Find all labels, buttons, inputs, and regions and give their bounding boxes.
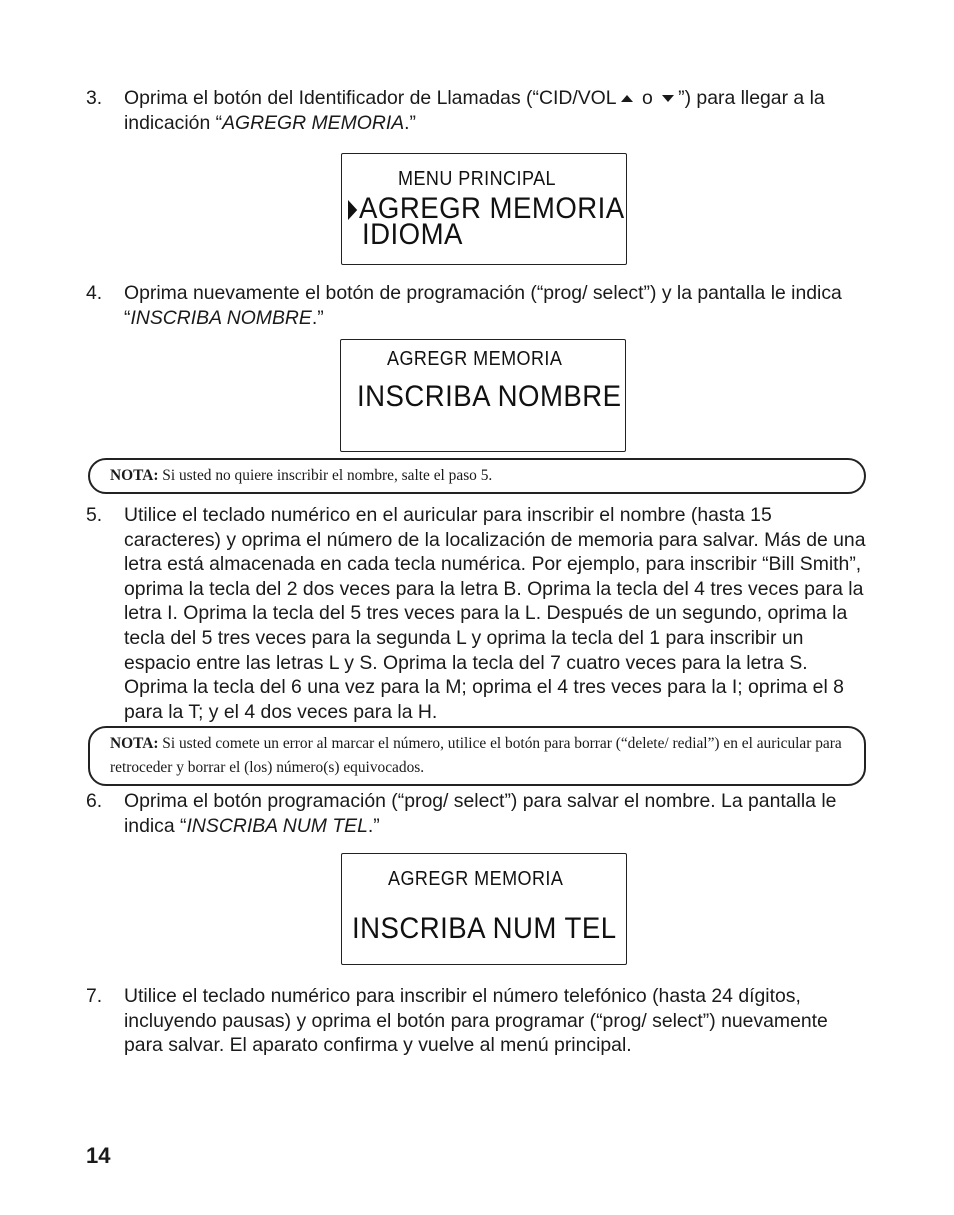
note-label: NOTA: bbox=[110, 467, 159, 484]
lcd-line-2: INSCRIBA NOMBRE bbox=[357, 380, 622, 413]
step-7 bbox=[86, 984, 871, 1058]
step-number: 3. bbox=[86, 87, 103, 109]
lcd-line-2: INSCRIBA NUM TEL bbox=[352, 912, 617, 945]
note-box bbox=[88, 458, 866, 494]
step-text: Oprima el botón programación (“prog/ select”) para salvar el nombre. La pantalla le indica “INSCRIBA NUM TEL.” bbox=[124, 790, 837, 837]
lcd-display-add-memory bbox=[340, 339, 626, 452]
step-number: 5. bbox=[86, 504, 103, 526]
arrow-up-icon bbox=[621, 95, 633, 102]
lcd-display-phone-number bbox=[341, 853, 627, 965]
lcd-display-menu bbox=[341, 153, 627, 265]
step-text: Utilice el teclado numérico en el auricular para inscribir el nombre (hasta 15 caracteres) y oprima el número de la localización de memoria para salvar. Más de una letra está almacenada en cada tecla numérica. Por ejemplo, para inscribir “Bill Smith”, oprima la tecla del 2 dos veces para la letra B. Oprima la tecla del 4 tres veces para la letra I. Oprima la tecla del 5 tres veces para la L. Después de un segundo, oprima la tecla del 5 tres veces para la segunda L y oprima la tecla del 1 para inscribir un espacio entre las letras L y S. Oprima la tecla del 7 cuatro veces para la letra S. Oprima la tecla del 6 una vez para la M; oprima el 4 tres veces para la I; oprima el 8 para la T; y el 4 dos veces para la H. bbox=[124, 504, 866, 723]
lcd-line-1: MENU PRINCIPAL bbox=[398, 168, 556, 190]
lcd-line-3: IDIOMA bbox=[362, 218, 463, 251]
step-text: Oprima el botón del Identificador de Llamadas (“CID/VOL o ”) para llegar a la indicación “AGREGR MEMORIA.” bbox=[124, 87, 825, 134]
step-3 bbox=[86, 86, 871, 135]
note-label: NOTA: bbox=[110, 735, 159, 752]
note-box bbox=[88, 726, 866, 786]
step-4 bbox=[86, 281, 871, 330]
lcd-line-1: AGREGR MEMORIA bbox=[387, 348, 563, 370]
lcd-line-2: AGREGR MEMORIA bbox=[348, 192, 625, 226]
step-text: Oprima nuevamente el botón de programación (“prog/ select”) y la pantalla le indica “INSCRIBA NOMBRE.” bbox=[124, 282, 842, 329]
step-6 bbox=[86, 789, 871, 838]
step-number: 6. bbox=[86, 790, 103, 812]
page-number: 14 bbox=[86, 1143, 111, 1168]
step-number: 4. bbox=[86, 282, 103, 304]
note-text: Si usted comete un error al marcar el número, utilice el botón para borrar (“delete/ redial”) en el auricular para retroceder y borrar el (los) número(s) equivocados. bbox=[110, 735, 842, 776]
step-5 bbox=[86, 503, 871, 724]
lcd-line-1: AGREGR MEMORIA bbox=[388, 868, 564, 890]
note-text: Si usted no quiere inscribir el nombre, salte el paso 5. bbox=[158, 467, 493, 484]
arrow-down-icon bbox=[662, 95, 674, 102]
step-text: Utilice el teclado numérico para inscribir el número telefónico (hasta 24 dígitos, incluyendo pausas) y oprima el botón para programar (“prog/ select”) nuevamente para salvar. El aparato confirma y vuelve al menú principal. bbox=[124, 985, 828, 1057]
step-number: 7. bbox=[86, 985, 103, 1007]
pointer-icon bbox=[348, 200, 357, 220]
